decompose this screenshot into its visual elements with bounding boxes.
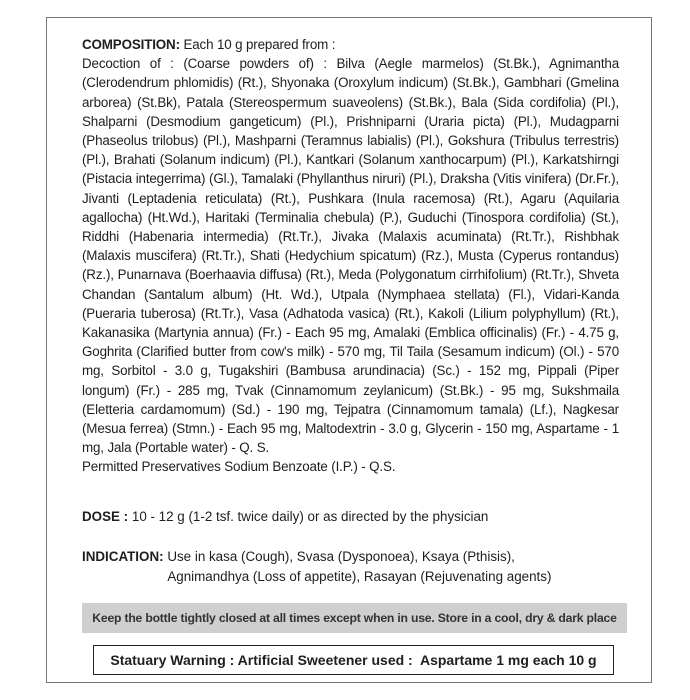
- preservatives-text: Permitted Preservatives Sodium Benzoate (I.P.) - Q.S.: [82, 459, 396, 475]
- storage-notice-text: Keep the bottle tightly closed at all times except when in use. Store in a cool, dry & dark place: [92, 611, 617, 625]
- composition-paragraph: [82, 35, 619, 54]
- statutory-warning-text: Statuary Warning : Artificial Sweetener used : Aspartame 1 mg each 10 g: [110, 652, 597, 668]
- ingredients-text: Decoction of : (Coarse powders of) : Bilva (Aegle marmelos) (St.Bk.), Agnimantha (Clerodendrum phlomidis) (Rt.), Shyonaka (Oroxylum indicum) (St.Bk.), Gambhari (Gmelina arborea) (St.Bk), Patala (Stereospermum suaveolens) (St.Bk.), Bala (Sida cordifolia) (Pl.), Shalparni (Desmodium gangeticum) (Pl.), Prishniparni (Uraria picta) (Pl.), Mudagparni (Phaseolus trilobus) (Pl.), Mashparni (Teramnus labialis) (Pl.), Gokshura (Tribulus terrestris) (Pl.), Brahati (Solanum indicum) (Pl.), Kantkari (Solanum xanthocarpum) (Pl.), Karkatshirngi (Pistacia integerrima) (Gl.), Tamalaki (Phyllanthus niruri) (Pl.), Draksha (Vitis vinifera) (Dr.Fr.), Jivanti (Leptadenia reticulata) (Rt.), Pushkara (Inula racemosa) (Rt.), Agaru (Aquilaria agallocha) (Ht.Wd.), Haritaki (Terminalia chebula) (P.), Guduchi (Tinospora cordifolia) (St.), Riddhi (Habenaria intermedia) (Rt.Tr.), Jivaka (Malaxis acuminata) (Rt.Tr.), Rishbhak (Malaxis muscifera) (Rt.Tr.), Shati (Hedychium spicatum) (Rz.), Musta (Cyperus rontandus) (Rz.), Punarnava (Boerhaavia diffusa) (Rt.), Meda (Polygonatum cirrhifolium) (Rt.Tr.), Shveta Chandan (Santalum album) (Ht. Wd.), Utpala (Nymphaea stellata) (Fl.), Vidari-Kanda (Pueraria tuberosa) (Rt.Tr.), Vasa (Adhatoda vasica) (Rt.), Kakoli (Lilium polyphyllum) (Rt.), Kakanasika (Martynia annua) (Fr.) - Each 95 mg, Amalaki (Emblica officinalis) (Fr.) - 4.75 g, Goghrita (Clarified butter from cow's milk) - 570 mg, Til Taila (Sesamum indicum) (Ol.) - 570 mg, Sorbitol - 3.0 g, Tugakshiri (Bambusa arundinacia) (Sc.) - 152 mg, Pippali (Piper longum) (Fr.) - 285 mg, Tvak (Cinnamomum zeylanicum) (St.Bk.) - 95 mg, Sukshmaila (Eletteria cardamomum) (Sd.) - 190 mg, Tejpatra (Cinnamomum tamala) (Lf.), Nagkesar (Mesua ferrea) (Stmn.) - Each 95 mg, Maltodextrin - 3.0 g, Glycerin - 150 mg, Aspartame - 1 mg, Jala (Portable water) - Q. S.: [82, 56, 619, 456]
- composition-heading: COMPOSITION:: [82, 37, 180, 52]
- statutory-warning-box: [93, 645, 614, 675]
- dose-heading: DOSE :: [82, 509, 129, 524]
- indication-heading: INDICATION:: [82, 549, 164, 564]
- indication-section: [82, 547, 551, 587]
- dose-section: [82, 509, 488, 524]
- composition-section: [82, 35, 619, 477]
- indication-line-2: Agnimandhya (Loss of appetite), Rasayan (Rejuvenating agents): [167, 569, 552, 584]
- storage-notice: [82, 603, 627, 633]
- composition-intro: Each 10 g prepared from :: [183, 37, 336, 52]
- indication-line-1: Use in kasa (Cough), Svasa (Dysponoea), Ksaya (Pthisis),: [167, 549, 515, 564]
- indication-body: [167, 547, 551, 587]
- dose-text: 10 - 12 g (1-2 tsf. twice daily) or as directed by the physician: [131, 509, 489, 524]
